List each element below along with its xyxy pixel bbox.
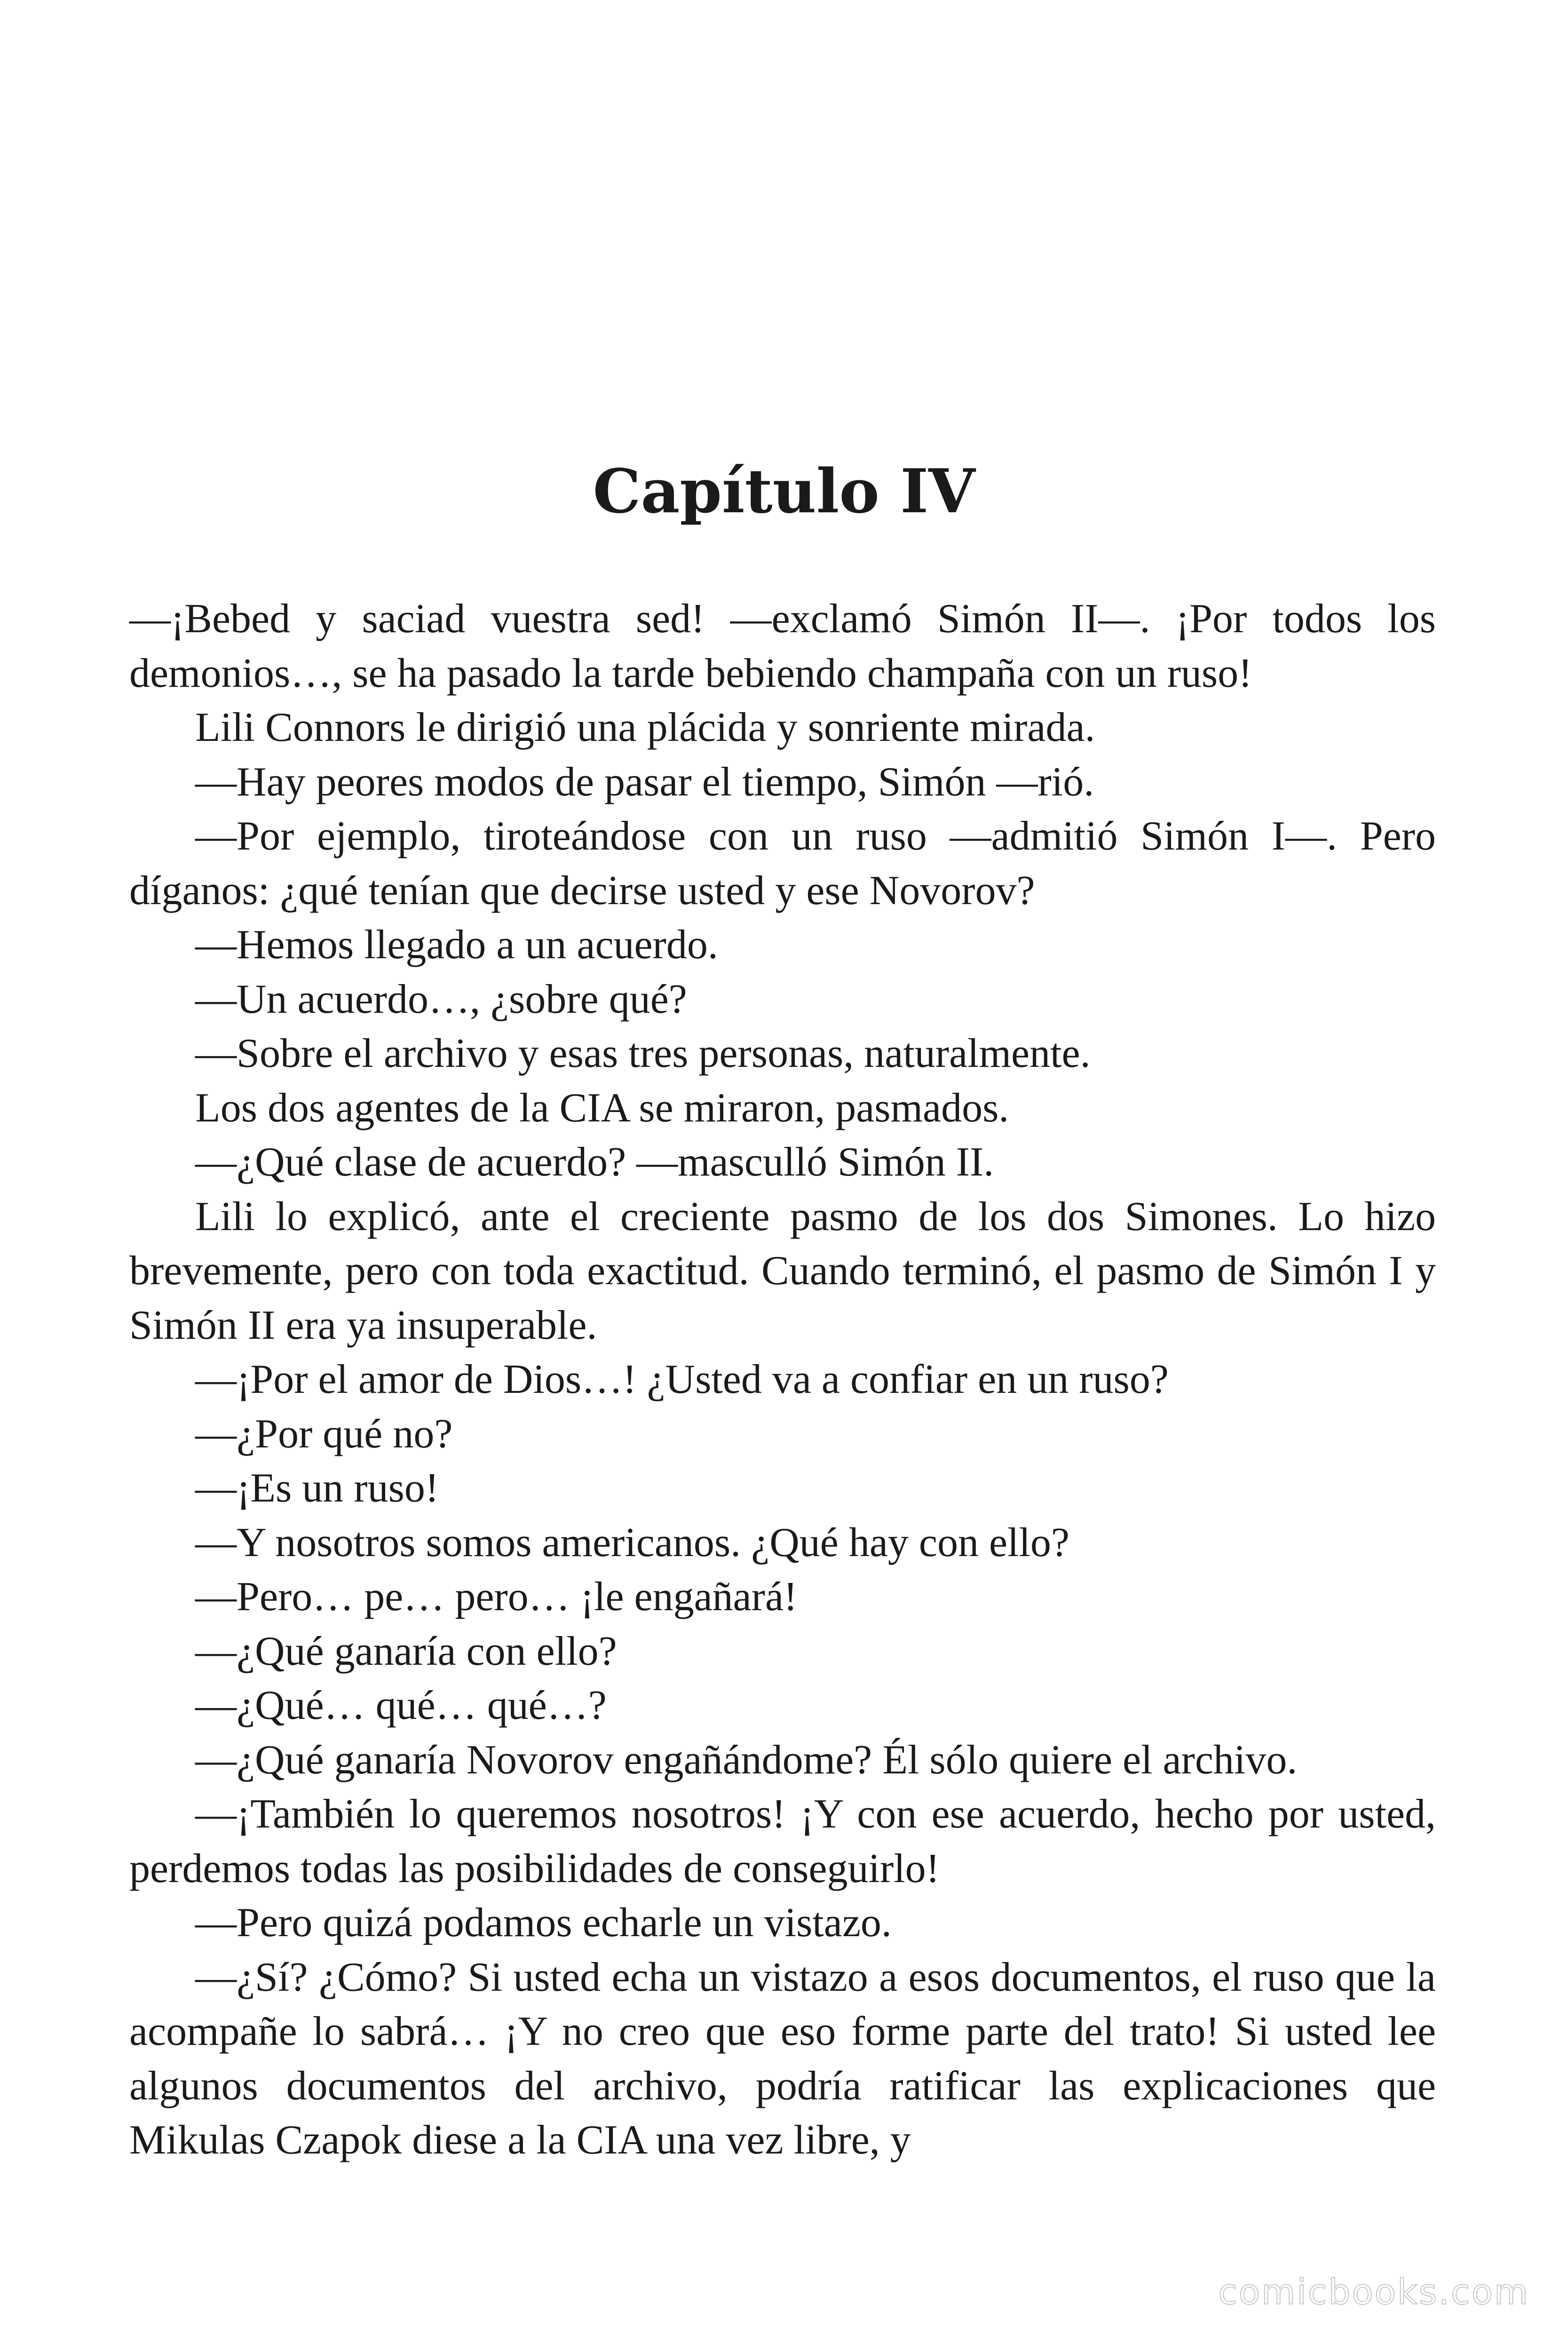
paragraph: —¿Por qué no?	[195, 1411, 453, 1457]
paragraph: —Sobre el archivo y esas tres personas, naturalmente.	[195, 1031, 1091, 1076]
paragraph: —¿Sí? ¿Cómo? Si usted echa un vistazo a esos documentos, el ruso que la acompañe lo sabrá… ¡Y no creo que eso forme parte del trato! Si usted lee algunos documentos del archivo, podría ratificar las explicaciones que Mikulas Czapok diese a la CIA una vez libre, y	[129, 1954, 1436, 2163]
paragraph: Los dos agentes de la CIA se miraron, pasmados.	[195, 1085, 1009, 1131]
paragraph: Lili lo explicó, ante el creciente pasmo de los dos Simones. Lo hizo brevemente, pero con toda exactitud. Cuando terminó, el pasmo de Simón I y Simón II era ya insuperable.	[129, 1193, 1436, 1348]
paragraph: —¡También lo queremos nosotros! ¡Y con ese acuerdo, hecho por usted, perdemos todas las posibilidades de conseguirlo!	[129, 1791, 1436, 1891]
chapter-body	[129, 592, 1436, 2168]
paragraph: —¿Qué clase de acuerdo? —masculló Simón II.	[195, 1139, 994, 1185]
paragraph: —¿Qué ganaría Novorov engañándome? Él sólo quiere el archivo.	[195, 1737, 1298, 1783]
watermark: comicbooks.com	[1218, 2272, 1529, 2312]
paragraph: —¡Bebed y saciad vuestra sed! —exclamó Simón II—. ¡Por todos los demonios…, se ha pasado la tarde bebiendo champaña con un ruso!	[129, 596, 1436, 696]
paragraph: —Y nosotros somos americanos. ¿Qué hay con ello?	[195, 1519, 1069, 1565]
paragraph: —Pero… pe… pero… ¡le engañará!	[195, 1574, 798, 1620]
paragraph: —¡Por el amor de Dios…! ¿Usted va a confiar en un ruso?	[195, 1357, 1169, 1402]
paragraph: —Hemos llegado a un acuerdo.	[195, 922, 718, 968]
paragraph: —Hay peores modos de pasar el tiempo, Simón —rió.	[195, 759, 1094, 805]
paragraph: —¿Qué… qué… qué…?	[195, 1683, 607, 1728]
paragraph: —Pero quizá podamos echarle un vistazo.	[195, 1900, 892, 1946]
paragraph: Lili Connors le dirigió una plácida y sonriente mirada.	[195, 705, 1095, 750]
paragraph: —Un acuerdo…, ¿sobre qué?	[195, 976, 687, 1022]
paragraph: —Por ejemplo, tiroteándose con un ruso —admitió Simón I—. Pero díganos: ¿qué tenían que decirse usted y ese Novorov?	[129, 813, 1436, 914]
chapter-title: Capítulo IV	[593, 456, 975, 527]
paragraph: —¡Es un ruso!	[195, 1465, 439, 1511]
paragraph: —¿Qué ganaría con ello?	[195, 1628, 617, 1674]
